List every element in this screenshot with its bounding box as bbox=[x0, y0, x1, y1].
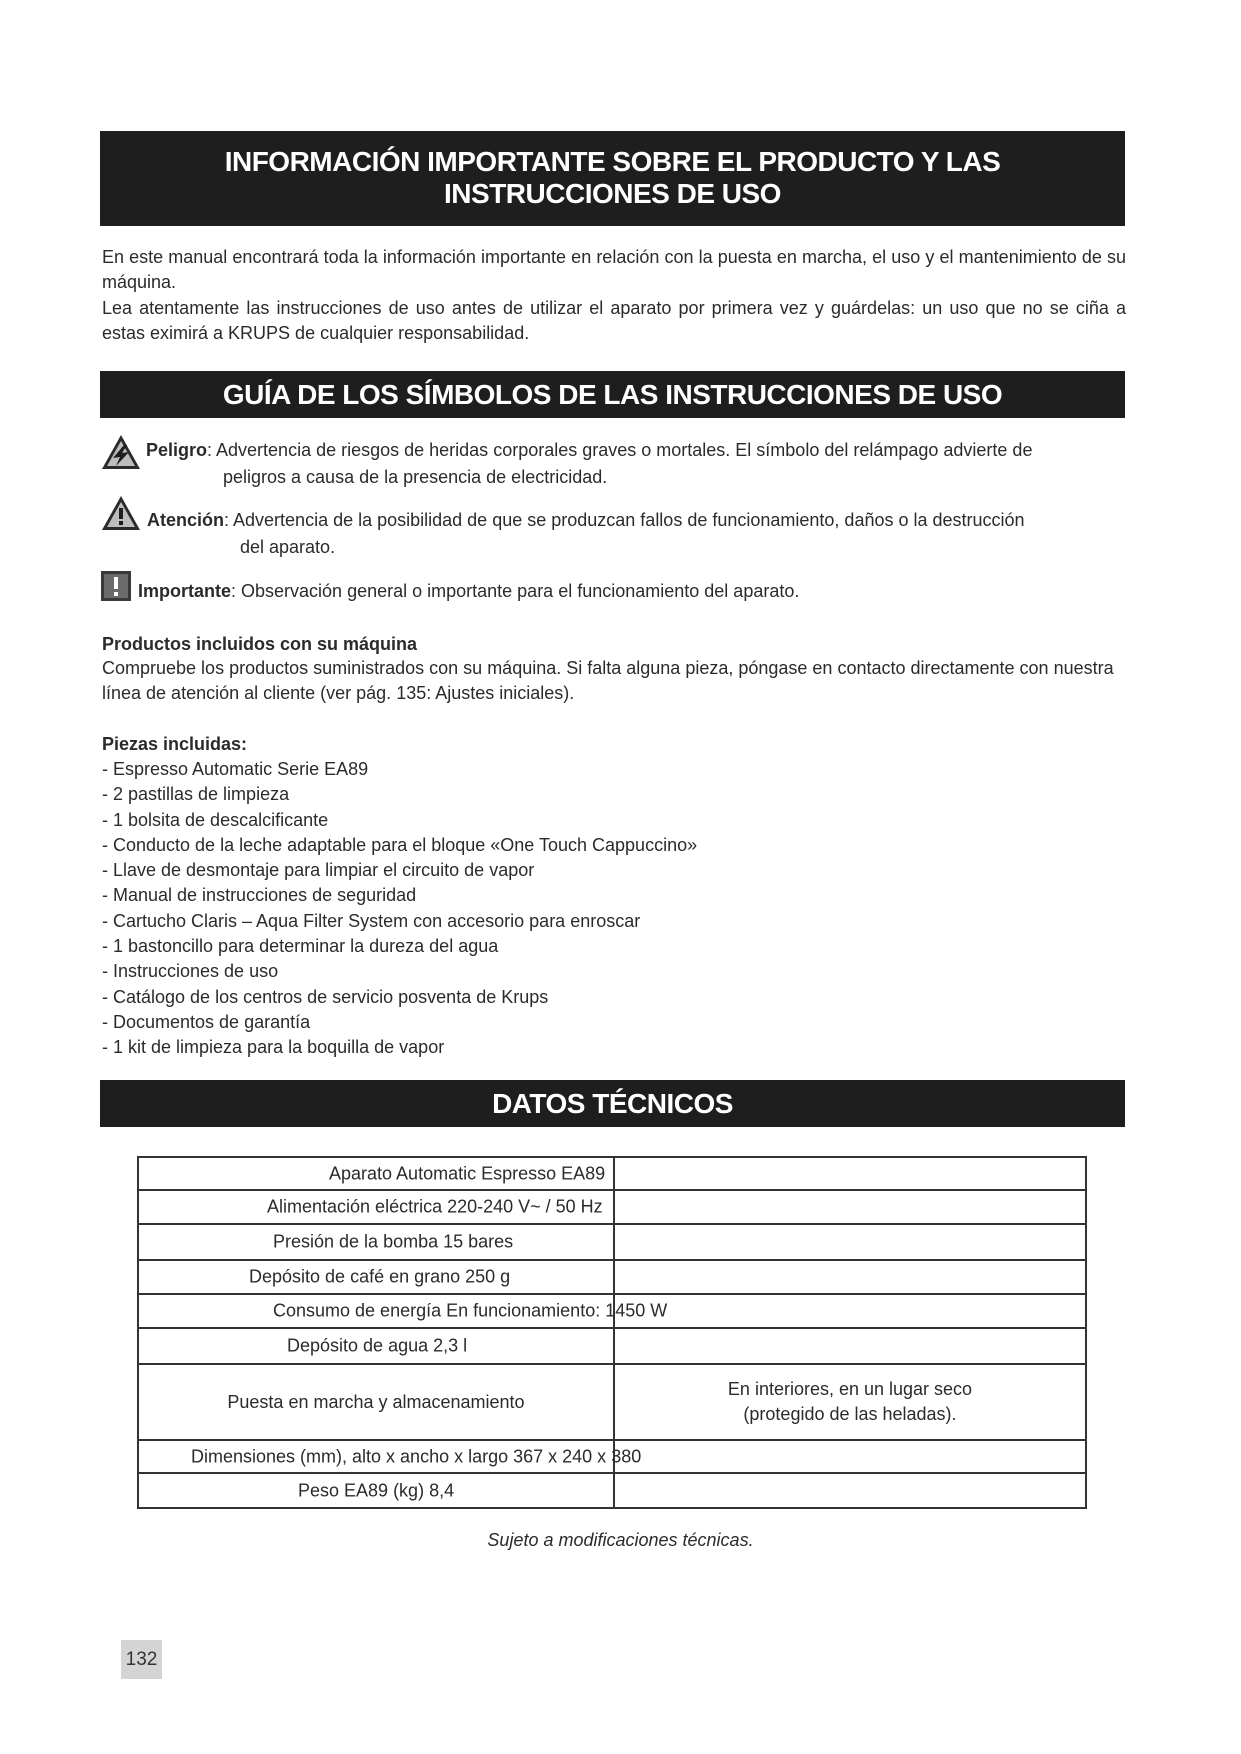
storage-value-line2: (protegido de las heladas). bbox=[743, 1404, 957, 1424]
table-row bbox=[138, 1440, 1086, 1473]
table-cell: Alimentación eléctrica 220-240 V~ / 50 Hz bbox=[267, 1196, 603, 1217]
warning-triangle-icon bbox=[100, 494, 142, 532]
table-cell: Consumo de energía En funcionamiento: 1450 W bbox=[273, 1300, 668, 1321]
danger-label: Peligro bbox=[146, 440, 208, 460]
products-heading: Productos incluidos con su máquina bbox=[102, 634, 418, 654]
symbols-guide-banner bbox=[100, 371, 1125, 418]
table-row bbox=[138, 1260, 1086, 1294]
list-item: - 1 bolsita de descalcificante bbox=[102, 809, 329, 830]
table-cell: Dimensiones (mm), alto x ancho x largo 367 x 240 x 380 bbox=[191, 1446, 642, 1466]
important-label: Importante bbox=[138, 581, 232, 601]
list-item: - Cartucho Claris – Aqua Filter System con accesorio para enroscar bbox=[102, 910, 641, 931]
products-text: Compruebe los productos suministrados con su máquina. Si falta alguna pieza, póngase en contacto directamente con nuestra línea de atención al cliente (ver pág. 135: Ajustes iniciales). bbox=[102, 658, 1114, 703]
danger-description-line2: peligros a causa de la presencia de electricidad. bbox=[223, 467, 608, 487]
list-item: - Documentos de garantía bbox=[102, 1011, 311, 1032]
table-row bbox=[138, 1328, 1086, 1364]
technical-data-table bbox=[137, 1156, 1087, 1509]
technical-data-banner bbox=[100, 1080, 1125, 1127]
list-item: - 1 bastoncillo para determinar la dureza del agua bbox=[102, 936, 499, 957]
intro-paragraph-1: En este manual encontrará toda la información importante en relación con la puesta en marcha, el uso y el mantenimiento de su máquina. bbox=[102, 247, 1126, 292]
banner-title-line2: INSTRUCCIONES DE USO bbox=[444, 178, 781, 209]
storage-value-line1: En interiores, en un lugar seco bbox=[727, 1379, 973, 1399]
danger-description: : Advertencia de riesgos de heridas corporales graves o mortales. El símbolo del relámpago advierte de bbox=[207, 440, 1033, 460]
technical-banner-title: DATOS TÉCNICOS bbox=[492, 1088, 733, 1119]
important-description: : Observación general o importante para el funcionamiento del aparato. bbox=[231, 581, 800, 601]
table-row bbox=[138, 1294, 1086, 1328]
danger-lightning-icon bbox=[100, 433, 142, 471]
important-symbol-row bbox=[100, 578, 1126, 605]
important-info-banner bbox=[100, 131, 1125, 226]
list-item: - Manual de instrucciones de seguridad bbox=[102, 885, 417, 906]
table-cell: Depósito de café en grano 250 g bbox=[249, 1266, 511, 1287]
banner-title-line1: INFORMACIÓN IMPORTANTE SOBRE EL PRODUCTO Y LAS bbox=[224, 146, 1001, 177]
symbols-banner-title: GUÍA DE LOS SÍMBOLOS DE LAS INSTRUCCIONES DE USO bbox=[222, 379, 1003, 410]
table-cell: Depósito de agua 2,3 l bbox=[287, 1335, 468, 1356]
attention-label: Atención bbox=[147, 510, 225, 530]
attention-symbol-row bbox=[100, 507, 1126, 561]
page-number: 132 bbox=[121, 1640, 162, 1679]
list-item: - Instrucciones de uso bbox=[102, 961, 279, 982]
table-row bbox=[138, 1157, 1086, 1190]
table-row bbox=[138, 1364, 1086, 1440]
parts-heading: Piezas incluidas: bbox=[102, 734, 248, 754]
attention-description: : Advertencia de la posibilidad de que se produzcan fallos de funcionamiento, daños o la destrucción bbox=[224, 510, 1025, 530]
table-row bbox=[138, 1224, 1086, 1260]
list-item: - Catálogo de los centros de servicio posventa de Krups bbox=[102, 986, 549, 1007]
table-row bbox=[138, 1190, 1086, 1224]
list-item: - 2 pastillas de limpieza bbox=[102, 784, 290, 805]
table-row bbox=[138, 1473, 1086, 1508]
list-item: - Conducto de la leche adaptable para el bloque «One Touch Cappuccino» bbox=[102, 834, 698, 855]
table-cell: Aparato Automatic Espresso EA89 bbox=[329, 1163, 606, 1183]
technical-note: Sujeto a modificaciones técnicas. bbox=[487, 1530, 754, 1550]
intro-paragraph-2: Lea atentamente las instrucciones de uso antes de utilizar el aparato por primera vez y guárdelas: un uso que no se ciña a estas eximirá a KRUPS de cualquier responsabilidad. bbox=[102, 298, 1126, 343]
storage-label-cell: Puesta en marcha y almacenamiento bbox=[138, 1364, 614, 1440]
exclamation-box-icon bbox=[100, 570, 132, 602]
storage-value-cell bbox=[614, 1364, 1086, 1440]
list-item: - Llave de desmontaje para limpiar el circuito de vapor bbox=[102, 860, 535, 881]
danger-symbol-row bbox=[100, 437, 1126, 491]
attention-description-line2: del aparato. bbox=[240, 537, 336, 557]
list-item: - Espresso Automatic Serie EA89 bbox=[102, 759, 369, 779]
table-cell: Presión de la bomba 15 bares bbox=[273, 1231, 514, 1252]
parts-list bbox=[102, 757, 697, 1061]
table-cell: Peso EA89 (kg) 8,4 bbox=[298, 1480, 455, 1500]
list-item: - 1 kit de limpieza para la boquilla de vapor bbox=[102, 1037, 445, 1058]
